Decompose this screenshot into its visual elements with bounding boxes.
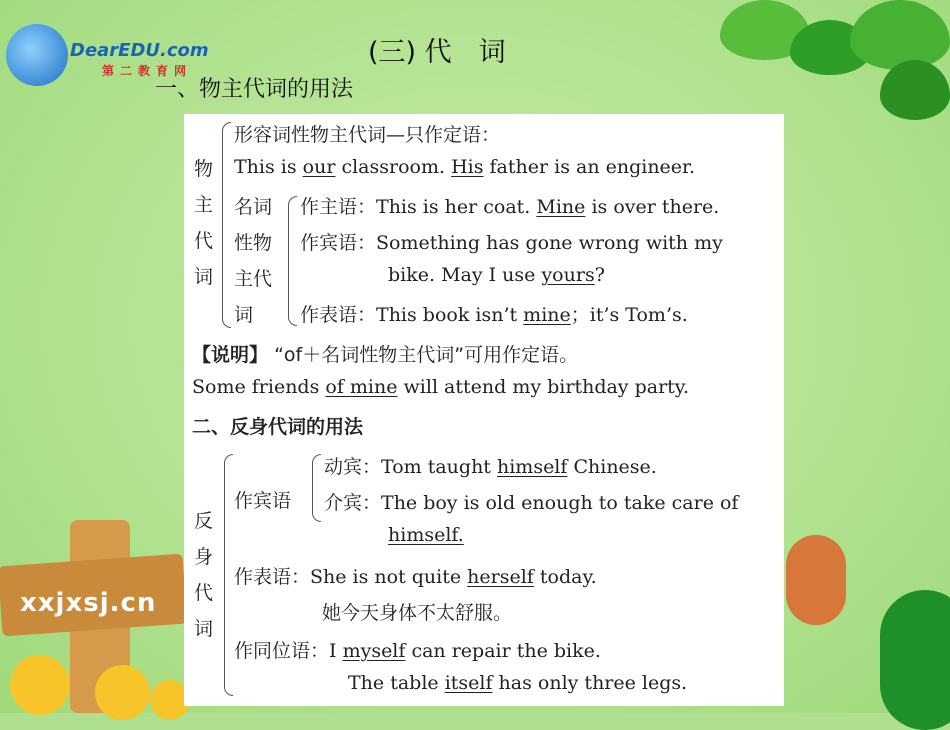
reflexive-predicative-use — [234, 562, 597, 589]
vertical-label: 词 — [194, 266, 214, 288]
text: Tom taught — [381, 456, 497, 478]
subject-use — [300, 192, 719, 219]
verb-object-use — [324, 452, 657, 479]
noun-possessive-label: 主代 — [234, 268, 273, 290]
sunflower-decoration — [95, 665, 150, 720]
text: This book isn’t — [376, 304, 524, 326]
note-example — [192, 376, 689, 398]
cartoon-girl — [786, 535, 846, 625]
translation: 她今天身体不太舒服。 — [322, 602, 513, 624]
watermark-text: xxjxsj.cn — [20, 588, 157, 618]
content-card — [184, 114, 784, 706]
vertical-label: 代 — [194, 582, 214, 604]
section-heading-reflexive: 二、反身代词的用法 — [192, 416, 364, 438]
underlined-word: mine — [523, 304, 571, 326]
text: ；it’s Tom’s. — [570, 304, 688, 326]
underlined-word: itself — [444, 672, 493, 694]
text: I — [329, 640, 343, 662]
brace — [312, 454, 321, 522]
object-use — [300, 228, 723, 255]
object-label: 作宾语 — [234, 490, 292, 512]
text: This is her coat. — [376, 196, 537, 218]
noun-possessive-label: 词 — [234, 304, 254, 326]
note-label: 【说明】 — [192, 344, 269, 366]
underlined-word: myself — [342, 640, 406, 662]
underlined-word: Mine — [536, 196, 586, 218]
prep-object-use — [324, 488, 738, 515]
text: The boy is old enough to take care of — [381, 492, 739, 514]
appositive-use — [234, 636, 601, 663]
underlined-word: himself. — [388, 524, 464, 546]
text: This is — [234, 156, 303, 178]
text: 作同位语： — [234, 640, 330, 662]
text: Chinese. — [567, 456, 657, 478]
text: will attend my birthday party. — [397, 376, 690, 398]
bush-decoration — [880, 590, 950, 730]
sunflower-decoration — [10, 655, 70, 715]
text: Some friends — [192, 376, 326, 398]
vertical-label: 主 — [194, 194, 214, 216]
text: Something has gone wrong with my — [376, 232, 723, 254]
adj-possessive-label: 形容词性物主代词—只作定语： — [234, 124, 501, 146]
text: 作表语： — [234, 566, 311, 588]
noun-possessive-label: 名词 — [234, 196, 273, 218]
brace — [222, 122, 231, 328]
adj-possessive-example — [234, 156, 695, 178]
text: 作主语： — [300, 196, 377, 218]
text: today. — [533, 566, 597, 588]
underlined-word: our — [302, 156, 336, 178]
appositive-example — [348, 672, 687, 694]
text: 作宾语： — [300, 232, 377, 254]
vertical-label: 代 — [194, 230, 214, 252]
object-use-cont — [388, 264, 605, 286]
note-text: “of＋名词性物主代词”可用作定语。 — [274, 344, 579, 366]
underlined-word: of mine — [325, 376, 398, 398]
text: has only three legs. — [492, 672, 688, 694]
vertical-label: 物 — [194, 158, 214, 180]
underlined-word: yours — [541, 264, 595, 286]
text: father is an engineer. — [483, 156, 696, 178]
text: The table — [348, 672, 445, 694]
text: ? — [594, 264, 605, 286]
note — [192, 340, 578, 367]
text: 动宾： — [324, 456, 382, 478]
brace — [288, 196, 297, 326]
logo-emblem-icon — [6, 24, 68, 86]
text: 介宾： — [324, 492, 382, 514]
logo-name: DearEDU.com — [70, 40, 209, 61]
section-heading-possessive: 一、物主代词的用法 — [155, 77, 354, 102]
text: classroom. — [335, 156, 452, 178]
brace — [224, 454, 233, 696]
vertical-label: 身 — [194, 546, 214, 568]
logo-subtitle: 第二教育网 — [102, 64, 193, 78]
text: bike. May I use — [388, 264, 542, 286]
predicative-use — [300, 300, 688, 327]
underlined-word: His — [451, 156, 484, 178]
text: She is not quite — [310, 566, 468, 588]
page-title: (三) 代 词 — [368, 37, 506, 68]
noun-possessive-label: 性物 — [234, 232, 273, 254]
underlined-word: himself — [496, 456, 568, 478]
text: 作表语： — [300, 304, 377, 326]
vertical-label: 反 — [194, 510, 214, 532]
text: is over there. — [585, 196, 720, 218]
underlined-word: herself — [467, 566, 534, 588]
text: can repair the bike. — [405, 640, 601, 662]
vertical-label: 词 — [194, 618, 214, 640]
